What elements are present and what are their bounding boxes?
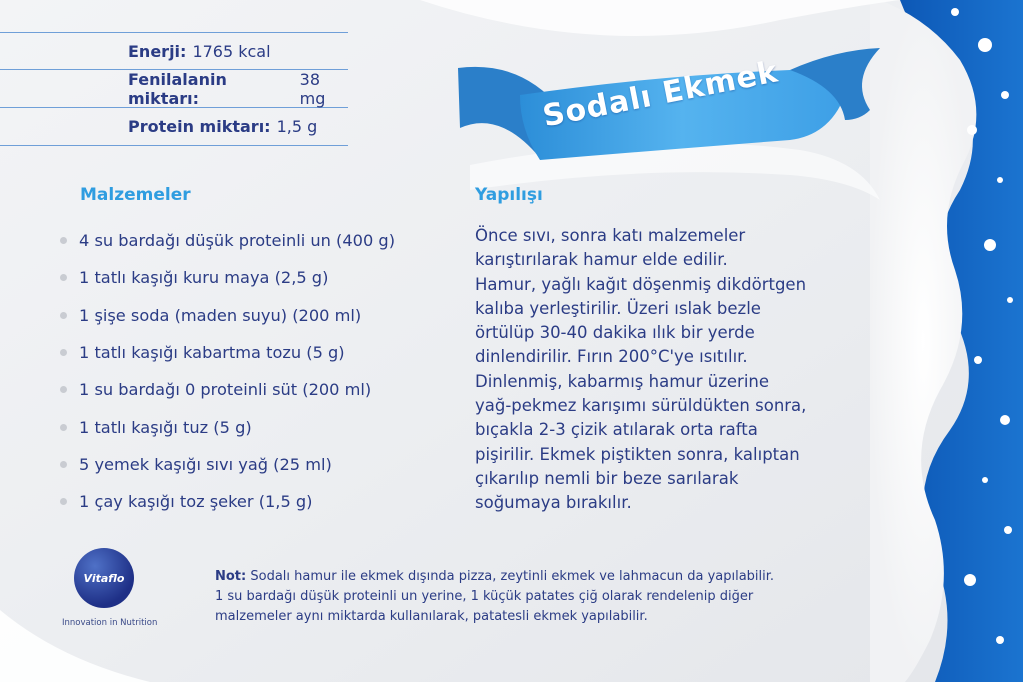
ingredients-list xyxy=(60,222,395,520)
bullet-icon xyxy=(60,312,67,319)
bullet-icon xyxy=(60,237,67,244)
list-item xyxy=(60,408,395,445)
vitaflo-logo xyxy=(74,548,134,608)
bullet-icon xyxy=(60,386,67,393)
note-line: 1 su bardağı düşük proteinli un yerine, 1 küçük patates çiğ olarak rendelenip diğer xyxy=(215,589,754,604)
recipe-note xyxy=(215,567,835,627)
bullet-icon xyxy=(60,274,67,281)
recipe-title: Sodalı Ekmek xyxy=(540,54,782,135)
method-line: yağ-pekmez karışımı sürüldükten sonra, xyxy=(475,396,807,416)
ingredient-text: 1 tatlı kaşığı tuz (5 g) xyxy=(79,417,252,437)
bullet-icon xyxy=(60,461,67,468)
brand-tagline: Innovation in Nutrition xyxy=(62,618,158,628)
method-line: pişirilir. Ekmek piştikten sonra, kalıptan xyxy=(475,444,800,464)
nutrition-label: Enerji: xyxy=(128,41,187,61)
method-line: Dinlenmiş, kabarmış hamur üzerine xyxy=(475,371,770,391)
method-line: dinlendirilir. Fırın 200°C'ye ısıtılır. xyxy=(475,347,748,367)
method-heading: Yapılışı xyxy=(475,185,543,205)
list-item xyxy=(60,446,395,483)
ingredient-text: 1 tatlı kaşığı kuru maya (2,5 g) xyxy=(79,268,329,288)
ingredient-text: 5 yemek kaşığı sıvı yağ (25 ml) xyxy=(79,454,332,474)
nutrition-value: 1,5 g xyxy=(276,117,318,136)
nutrition-value: 1765 kcal xyxy=(192,41,271,61)
method-line: kalıba yerleştirilir. Üzeri ıslak bezle xyxy=(475,298,761,318)
ingredient-text: 4 su bardağı düşük proteinli un (400 g) xyxy=(79,231,396,251)
note-label: Not: xyxy=(215,569,247,584)
list-item xyxy=(60,483,395,520)
list-item xyxy=(60,259,395,296)
nutrition-table xyxy=(0,32,348,146)
list-item xyxy=(60,222,395,259)
bullet-icon xyxy=(60,424,67,431)
list-item xyxy=(60,334,395,371)
method-line: çıkarılıp nemli bir beze sarılarak xyxy=(475,468,739,488)
ingredient-text: 1 tatlı kaşığı kabartma tozu (5 g) xyxy=(79,343,345,363)
ingredient-text: 1 su bardağı 0 proteinli süt (200 ml) xyxy=(79,380,372,400)
nutrition-value: 38 mg xyxy=(299,69,326,108)
bullet-icon xyxy=(60,498,67,505)
ingredients-heading: Malzemeler xyxy=(80,185,191,205)
method-line: Hamur, yağlı kağıt döşenmiş dikdörtgen xyxy=(475,274,807,294)
ingredient-text: 1 şişe soda (maden suyu) (200 ml) xyxy=(79,305,362,325)
bullet-icon xyxy=(60,349,67,356)
nutrition-label: Protein miktarı: xyxy=(128,117,271,136)
list-item xyxy=(60,371,395,408)
nutrition-row-energy xyxy=(0,32,348,70)
method-line: örtülüp 30-40 dakika ılık bir yerde xyxy=(475,323,755,343)
nutrition-row-phenylalanine xyxy=(0,70,348,108)
note-line: malzemeler aynı miktarda kullanılarak, patatesli ekmek yapılabilir. xyxy=(215,609,648,624)
note-line: Sodalı hamur ile ekmek dışında pizza, zeytinli ekmek ve lahmacun da yapılabilir. xyxy=(250,569,775,584)
nutrition-label: Fenilalanin miktarı: xyxy=(128,69,227,108)
method-line: bıçakla 2-3 çizik atılarak orta rafta xyxy=(475,420,758,440)
ingredient-text: 1 çay kaşığı toz şeker (1,5 g) xyxy=(79,492,313,512)
list-item xyxy=(60,297,395,334)
method-line: karıştırılarak hamur elde edilir. xyxy=(475,250,728,270)
method-text xyxy=(475,224,875,516)
method-line: soğumaya bırakılır. xyxy=(475,493,632,513)
logo-text: Vitaflo xyxy=(83,571,125,585)
nutrition-row-protein xyxy=(0,108,348,146)
method-line: Önce sıvı, sonra katı malzemeler xyxy=(475,226,746,245)
